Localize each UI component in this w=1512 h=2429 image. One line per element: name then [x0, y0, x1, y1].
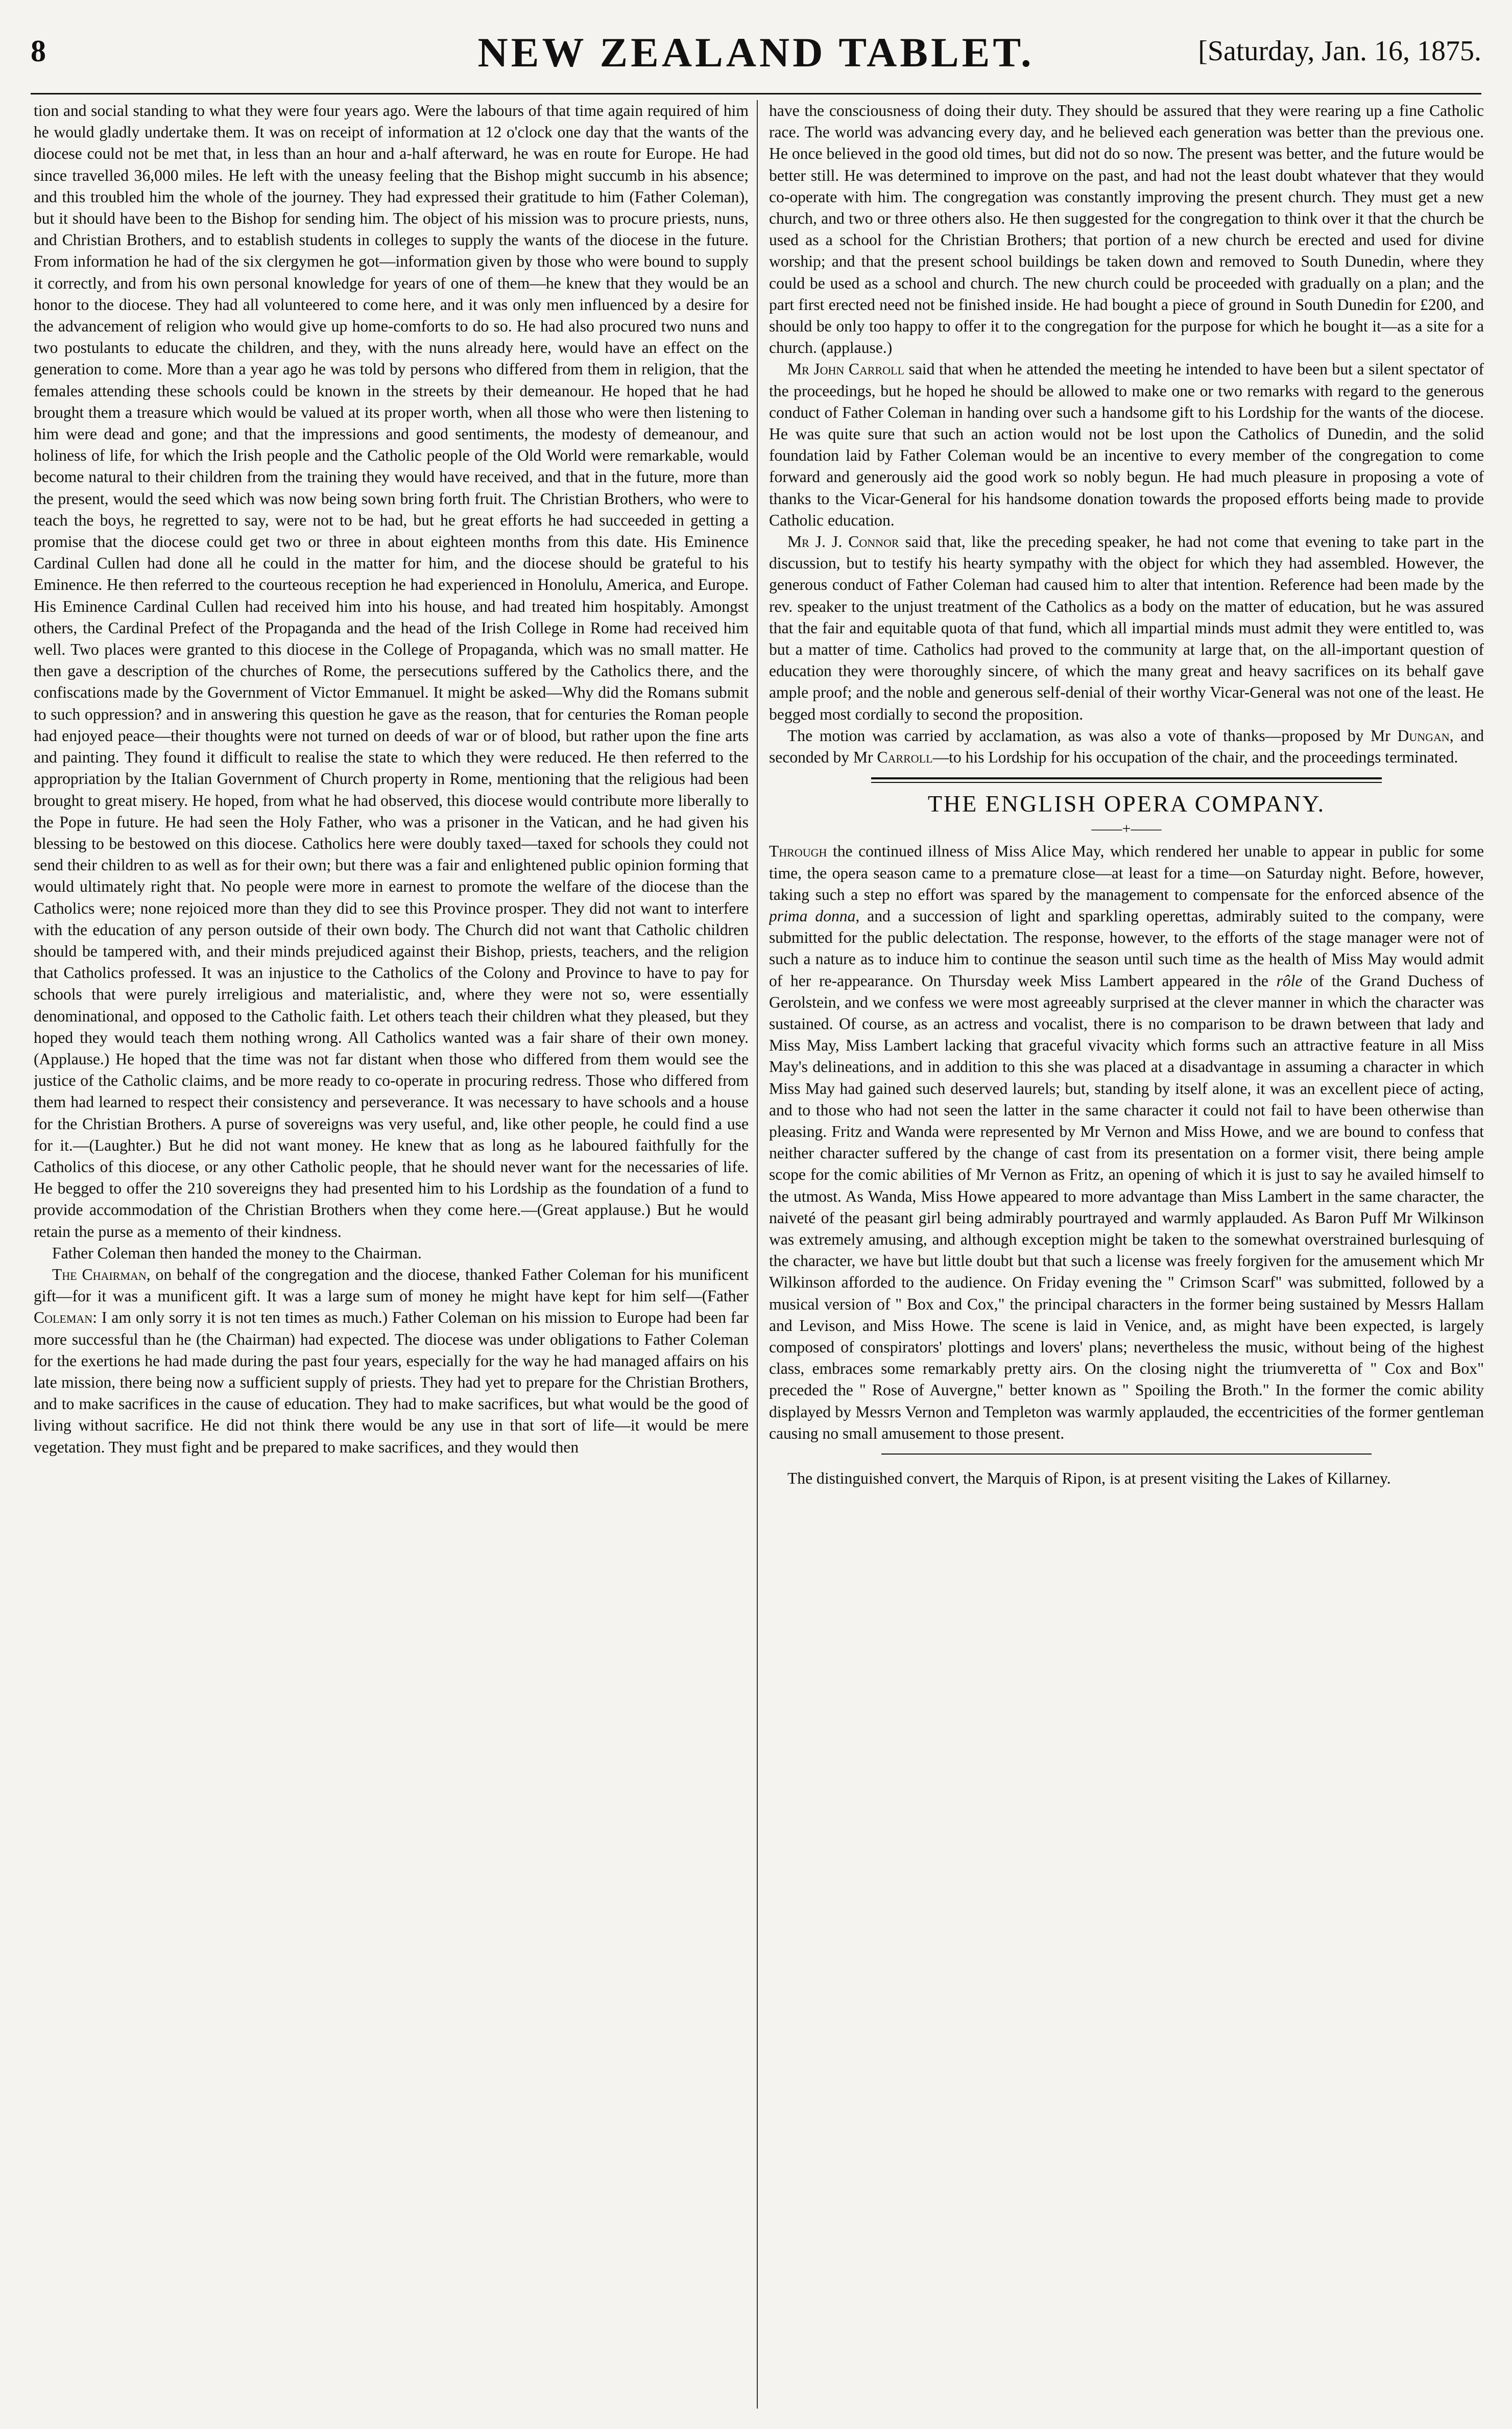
paragraph-text: , and a succession of light and sparkling operettas, admirably suited to the company, were submitted for the public delectation. The response, however, to the efforts of the stage manager were not of such a nature as to induce him to continue the season until such time as the health of Miss May would admit of her re-appearance. On Thursday week Miss Lambert appeared in the [769, 907, 1484, 990]
news-item: The distinguished convert, the Marquis of Ripon, is at present visiting the Lakes of Killarney. [787, 1469, 1391, 1487]
page-number: 8 [31, 34, 46, 68]
speaker-name: Mr John Carroll [787, 360, 904, 378]
speaker-name: The Chairman, [52, 1265, 151, 1283]
article-paragraph [769, 841, 1484, 1444]
paragraph-text: on behalf of the congregation and the diocese, thanked Father Coleman for his munificent gift—for it was a munificent gift. It was a large sum of money he might have kept for him self—(Father [34, 1265, 749, 1305]
section-rule [871, 777, 1382, 783]
paragraph-text: , and seconded by Mr [769, 726, 1484, 767]
speaker-name: Mr J. J. Connor [787, 533, 899, 551]
article-paragraph: tion and social standing to what they were four years ago. Were the labours of that time again required of him he would gladly undertake them. It was on receipt of information at 12 o'clock one day that the wants of the diocese could not be met that, in less than an hour and a-half afterward, he was en route for Europe. He had since travelled 36,000 miles. He left with the uneasy feeling that the Bishop might succumb in his absence; and this troubled him the whole of the journey. They had expressed their gratitude to him (Father Coleman), but it should have been to the Bishop for sending him. The object of his mission was to procure priests, nuns, and Christian Brothers, and to establish students in colleges to supply the wants of the diocese in the future. From information he had of the six clergymen he got—information given by those who were bound to supply it correctly, and from his own personal knowledge for years of one of them—he knew that they would be an honor to the diocese. They had all volunteered to come here, and it was only men influenced by a desire for the advancement of religion who would give up home-comforts to do so. He had also procured two nuns and two postulants to educate the children, and they, with the nuns already here, would have an effect on the generation to come. More than a year ago he was told by persons who differed from them in religion, that the females attending these schools could be known in the streets by their demeanour. He hoped that he had brought them a treasure which would be valued at its proper worth, when all those who were then listening to him were dead and gone; and that the impressions and good sentiments, the modesty of demeanour, and holiness of life, for which the Irish people and the Catholic people of the Old World were remarkable, would become natural to their children from the training they would have received, and that in the future, more than the present, would the seed which was now being sown bring forth fruit. The Christian Brothers, who were to teach the boys, he regretted to say, were not to be had, but he great efforts he had succeeded in getting a promise that the diocese could get two or three in about eighteen months from this date. His Eminence Cardinal Cullen had done all he could in the matter for him, and the diocese should be grateful to his Eminence. He then referred to the courteous reception he had experienced in Honolulu, America, and Europe. His Eminence Cardinal Cullen had received him into his house, and had treated him hospitably. Amongst others, the Cardinal Prefect of the Propaganda and the head of the Irish College in Rome had received him well. Two places were granted to this diocese in the College of Propaganda, which was no small matter. He then gave a description of the churches of Rome, the persecutions suffered by the Catholics there, and the confiscations made by the Government of Victor Emmanuel. It might be asked—Why did the Romans submit to such oppression? and in answering this question he gave as the reason, that for centuries the Roman people had enjoyed peace—their thoughts were not turned on deeds of war or of blood, but rather upon the fine arts and painting. They found it difficult to realise the state to which they were reduced. He then referred to the appropriation by the Italian Government of Church property in Rome, mentioning that the religious had been brought to great misery. He hoped, from what he had observed, this diocese would contribute more liberally to the Pope in future. He had seen the Holy Father, who was a prisoner in the Vatican, and he had given his blessing to be bestowed on this diocese. Catholics here were doubly taxed—taxed for schools they could not send their children to as well as for their own; but there was a fair and enlightened public opinion forming that would ultimately right that. No people were more in earnest to promote the welfare of the diocese than the Catholics were; none rejoiced more than they did to see this Province prosper. They did not want to interfere with the education of any person outside of their own body. The Church did not want that Catholic children should be tampered with, and their minds prejudiced against their Bishop, priests, teachers, and the religion that Catholics professed. It was an injustice to the Catholics of the Colony and Province to have to pay for schools that were purely irreligious and materialistic, and, where they were not so, were essentially denominational, and opposed to the Catholic faith. Let others teach their children what they pleased, but they hoped they would teach them nothing wrong. All Catholics wanted was a fair share of their own money. (Applause.) He hoped that the time was not far distant when those who differed from them would see the justice of the Catholic claims, and be more ready to co-operate in procuring redress. Those who differed from them had learned to respect their consistency and perseverance. It was necessary to have schools and a house for the Christian Brothers. A purse of sovereigns was very useful, and, like other people, he could find a use for it.—(Laughter.) But he did not want money. He knew that as long as he laboured faithfully for the Catholics of this diocese, or any other Catholic people, that he should never want for the necessaries of life. He begged to offer the 210 sovereigns they had presented him to his Lordship as the foundation of a fund to provide accommodation of the Christian Brothers when they come here.—(Great applause.) But he would retain the purse as a memento of their kindness. [34, 102, 749, 1241]
left-column [34, 100, 749, 2409]
article-paragraph: Father Coleman then handed the money to the Chairman. [52, 1244, 422, 1262]
paragraph-text: said that when he attended the meeting he intended to have been but a silent spectator of the proceedings, but he hoped he should be allowed to make one or two remarks with regard to the generous conduct of Father Coleman in handing over such a handsome gift to his Lordship for the wants of the diocese. He was quite sure that such an action would not be lost upon the Catholics of Dunedin, and the solid foundation laid by Father Coleman would be an incentive to every member of the congregation to come forward and generously aid the good work so nobly begun. He had much pleasure in proposing a vote of thanks to the Vicar-General for his handsome donation towards the proposed efforts being made to provide Catholic education. [769, 360, 1484, 529]
italic-text: rôle [1276, 971, 1303, 990]
right-column [769, 100, 1484, 2409]
paragraph-text: said that, like the preceding speaker, he had not come that evening to take part in the discussion, but to testify his hearty sympathy with the object for which they had assembled. However, the generous conduct of Father Coleman had caused him to alter that intention. Reference had been made by the rev. speaker to the unjust treatment of the Catholics as a body on the matter of education, but he was assured that the fair and equitable quota of that fund, which all impartial minds must admit they were entitled to, was but a matter of time. Catholics had proved to the community at large that, on the all-important question of education they were thoroughly sincere, of which the many great and heavy sacrifices on its behalf gave ample proof; and the noble and generous self-denial of their worthy Vicar-General was not one of the least. He begged most cordially to second the proposition. [769, 533, 1484, 723]
speaker-name: Carroll [877, 748, 933, 767]
issue-date: [Saturday, Jan. 16, 1875. [1198, 35, 1481, 67]
speaker-name: Coleman [34, 1308, 93, 1327]
section-heading: THE ENGLISH OPERA COMPANY. [927, 791, 1326, 817]
article-paragraph [769, 725, 1484, 768]
lead-word: Through [769, 842, 827, 861]
item-rule [881, 1454, 1372, 1455]
speaker-name: Dungan [1397, 726, 1450, 745]
italic-text: prima donna [769, 907, 856, 925]
article-paragraph [769, 531, 1484, 725]
paragraph-text: : I am only sorry it is not ten times as much.) Father Coleman on his mission to Europe had been far more successful than he (the Chairman) had expected. The diocese was under obligations to Father Coleman for the exertions he had made during the past four years, especially for the way he had managed affairs on his late mission, there being now a sufficient supply of priests. They had yet to prepare for the Christian Brothers, and to make sacrifices in the cause of education. They had to make sacrifices, but what would be the good of living without sacrifice. He did not think there would be any use in that sort of life—it would be mere vegetation. They must fight and be prepared to make sacrifices, and they would then [34, 1308, 749, 1456]
article-paragraph [34, 1264, 749, 1458]
paragraph-text: —to his Lordship for his occupation of the chair, and the proceedings terminated. [932, 748, 1458, 767]
column-divider [757, 100, 758, 2409]
article-paragraph: have the consciousness of doing their duty. They should be assured that they were rearing up a fine Catholic race. The world was advancing every day, and he believed each generation was better than the previous one. He once believed in the good old times, but did not do so now. The present was better, and the future would be better still. He was determined to improve on the past, and had not the least doubt whatever that they would co-operate with him. The congregation was constantly improving the present church. They must get a new church, and two or three others also. He then suggested for the congregation to think over it that the church be used as a school for the Christian Brothers; that portion of a new church be erected and used for divine worship; and that the present school buildings be taken down and removed to South Dunedin, where they could be used as a school and church. The new church could be proceeded with gradually on a plan; and the part first erected need not be finished inside. He had bought a piece of ground in South Dunedin for £200, and should be only too happy to offer it to the congregation for the purpose for which he bought it—as a site for a church. (applause.) [769, 102, 1484, 357]
header-rule [31, 93, 1481, 94]
article-paragraph [769, 359, 1484, 531]
heading-ornament: ——+—— [1091, 820, 1162, 838]
paragraph-text: The motion was carried by acclamation, as was also a vote of thanks—proposed by Mr [787, 726, 1398, 745]
paragraph-text: of the Grand Duchess of Gerolstein, and we confess we were most agreeably surprised at the clever manner in which the character was sustained. Of course, as an actress and vocalist, there is no comparison to be drawn between that lady and Miss May, Miss Lambert lacking that graceful vivacity which forms such an attractive feature in all Miss May's delineations, and in addition to this she was placed at a disadvantage in assuming a character in which Miss May had gained such deserved laurels; but, standing by itself alone, it was an excellent piece of acting, and to those who had not seen the latter in the same character it could not fail to have been otherwise than pleasing. Fritz and Wanda were represented by Mr Vernon and Miss Howe, and we are bound to confess that neither character suffered by the change of cast from its presentation on a former visit, there being ample scope for the comic abilities of Mr Vernon as Fritz, an opening of which it is just to say he availed himself to the utmost. As Wanda, Miss Howe appeared to more advantage than Miss Lambert in the same character, the naiveté of the peasant girl being admirably pourtrayed and warmly applauded. As Baron Puff Mr Wilkinson was extremely amusing, and although exception might be taken to the somewhat overstrained burlesquing of the character, we have but little doubt but that such a license was freely forgiven for the amusement which Mr Wilkinson afforded to the audience. On Friday evening the " Crimson Scarf" was submitted, followed by a musical version of " Box and Cox," the principal characters in the former being sustained by Messrs Hallam and Levison, and Miss Howe. The scene is laid in Venice, and, as might have been expected, is largely composed of conspirators' plottings and lovers' plans; nevertheless the music, without being of the highest class, embraces some remarkably pretty airs. On the closing night the triumveretta of " Cox and Box" preceded the " Rose of Auvergne," better known as " Spoiling the Broth." In the former the comic ability displayed by Messrs Vernon and Templeton was warmly applauded, the eccentricities of the former gentleman causing no small amusement to those present. [769, 971, 1484, 1442]
paragraph-text: the continued illness of Miss Alice May, which rendered her unable to appear in public for some time, the opera season came to a premature close—at least for a time—on Saturday night. Before, however, taking such a step no effort was spared by the management to compensate for the enforced absence of the [769, 842, 1484, 903]
masthead-title: NEW ZEALAND TABLET. [477, 29, 1035, 76]
page-header [31, 29, 1481, 85]
